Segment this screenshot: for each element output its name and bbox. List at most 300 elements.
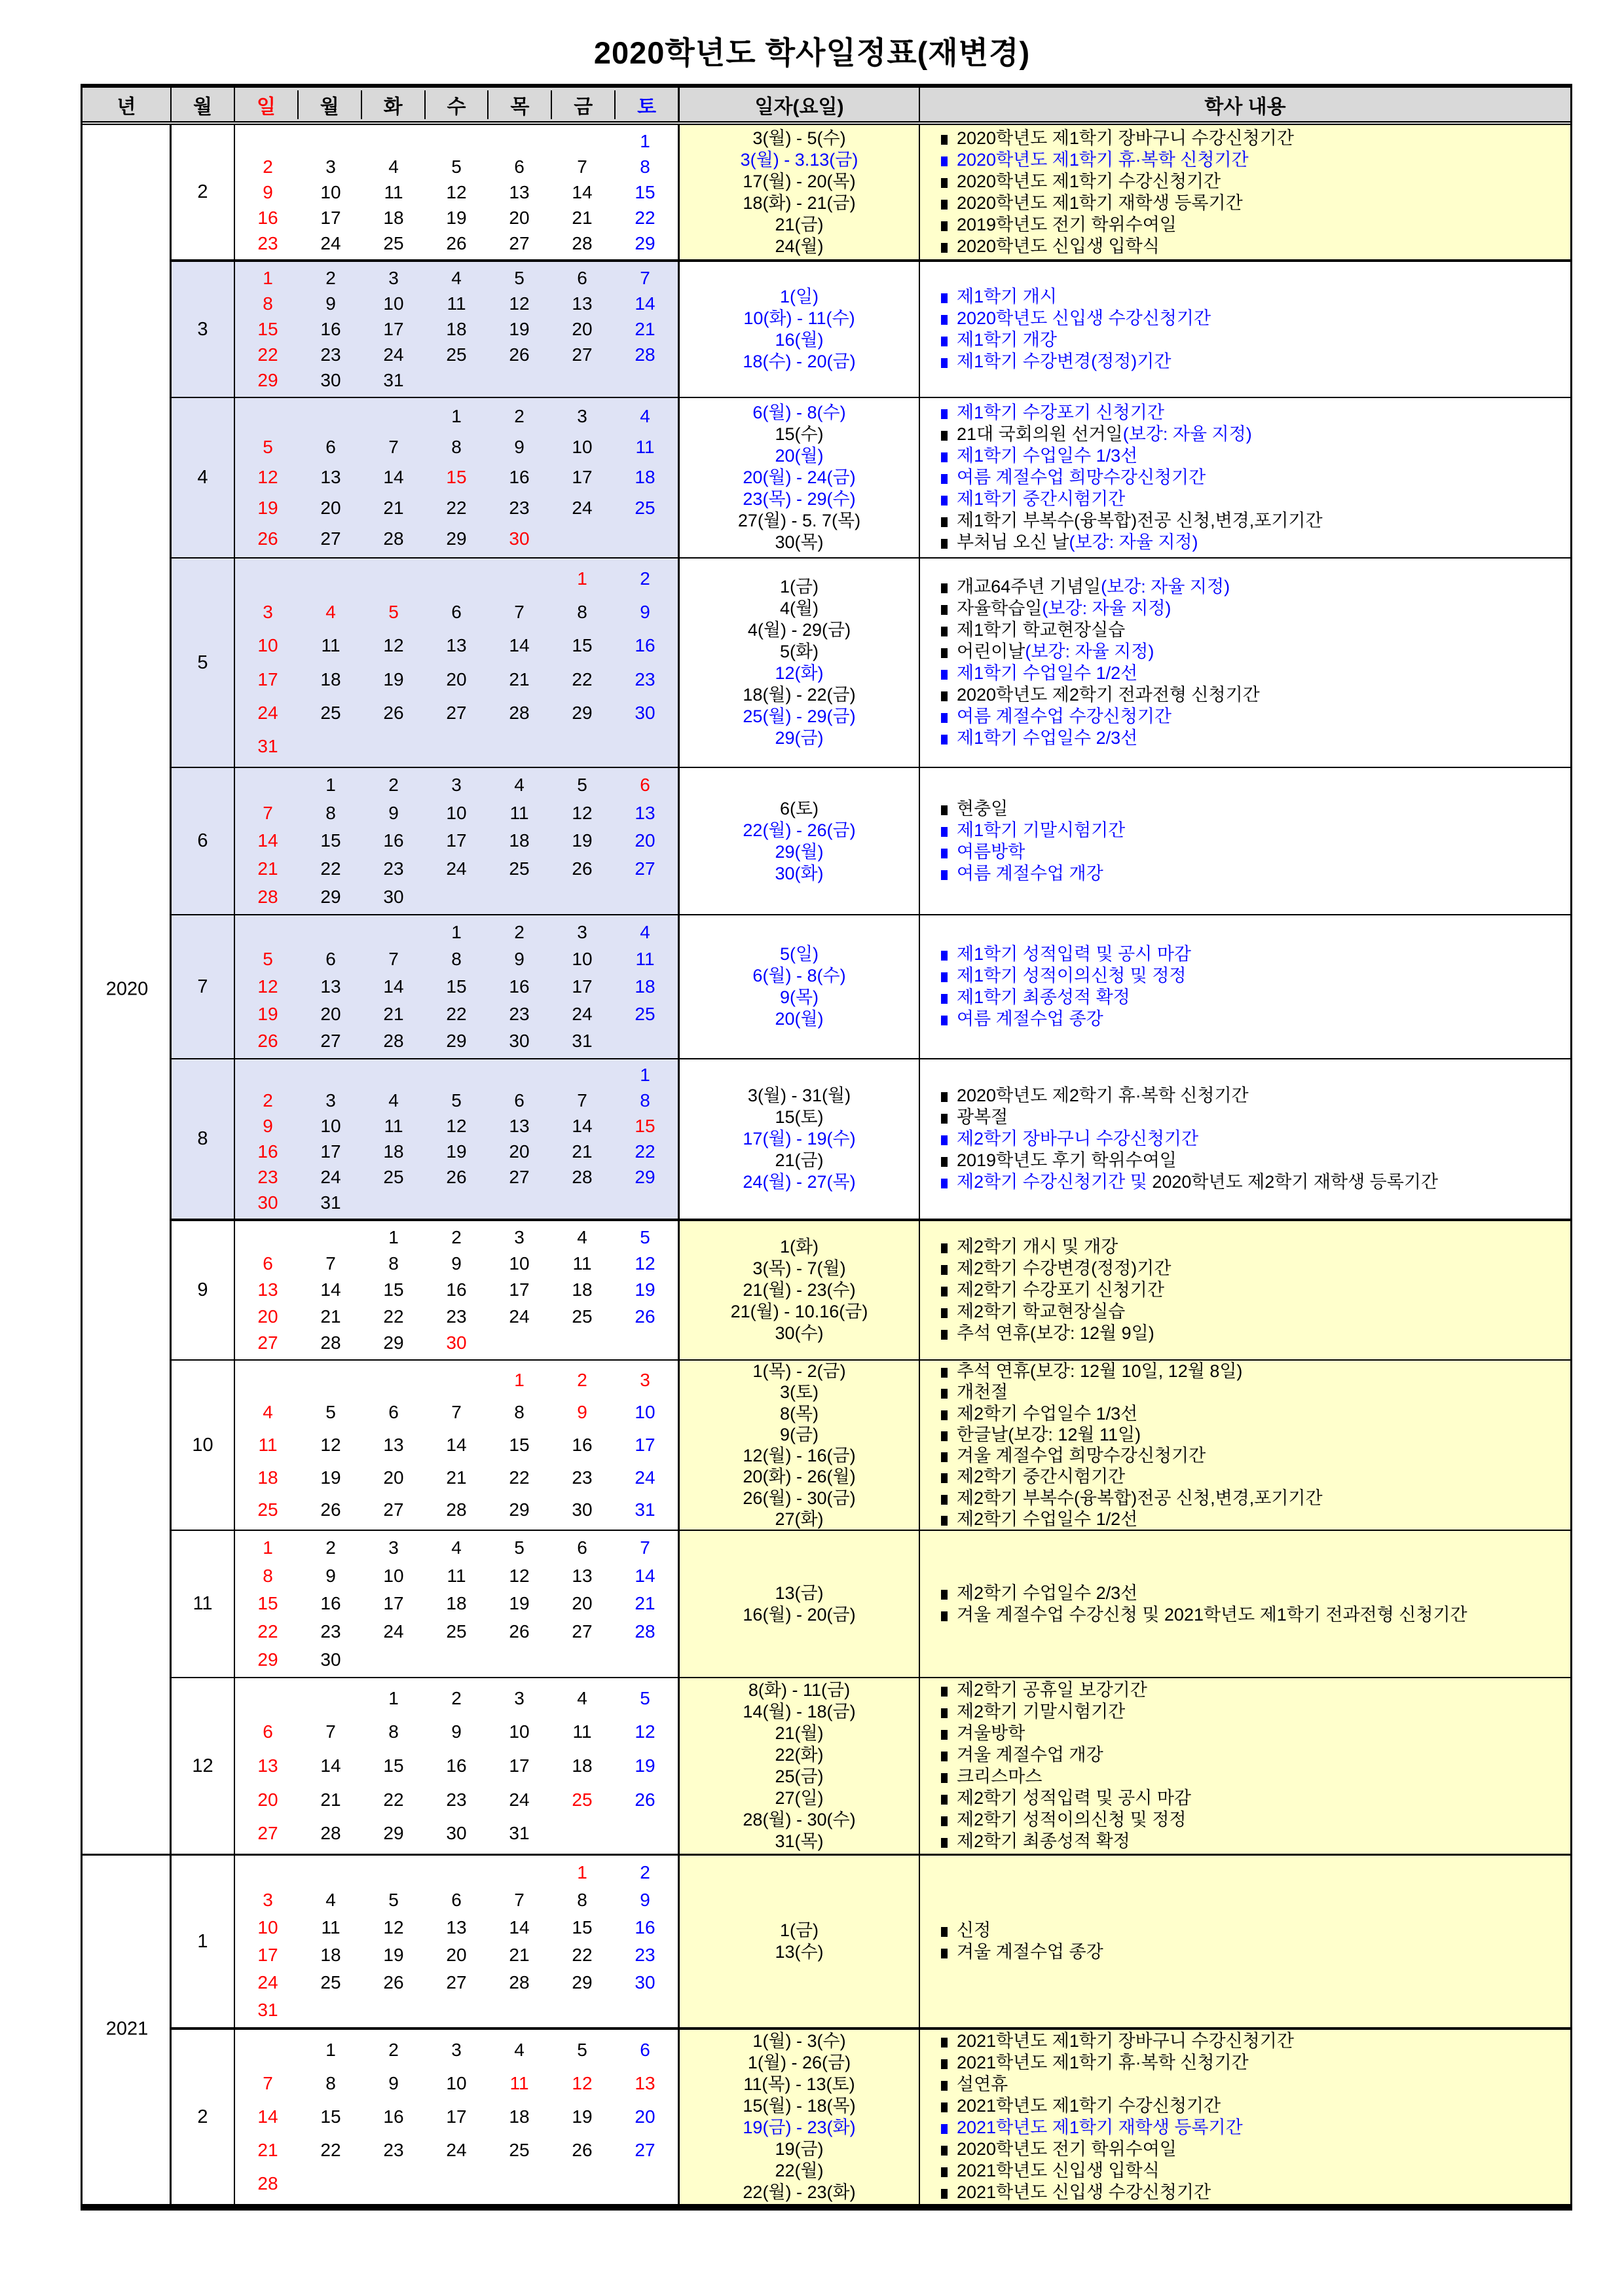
date-range: 25(금)	[775, 1767, 824, 1786]
calendar-day: 3	[325, 1090, 336, 1111]
calendar-day-empty	[488, 1645, 551, 1674]
schedule-item	[941, 128, 1294, 149]
calendar-day: 14	[635, 1565, 655, 1586]
calendar-day-empty	[614, 2167, 676, 2201]
month-label: 6	[172, 767, 235, 914]
month-rows	[83, 125, 1570, 2204]
calendar-day: 5	[388, 1890, 399, 1910]
schedule-item	[941, 965, 1187, 987]
calendar-day: 15	[446, 976, 467, 997]
calendar-day: 4	[325, 601, 336, 622]
calendar-day: 5	[514, 1537, 525, 1558]
calendar-day: 18	[635, 467, 655, 488]
header-weekday-토: 토	[637, 96, 657, 118]
date-range: 1(월) - 3(수)	[752, 2031, 846, 2051]
year-column-cell	[83, 1677, 172, 1854]
bullet-icon	[941, 135, 948, 145]
calendar-day: 26	[257, 1031, 278, 1052]
schedule-item-text: 제1학기 성적이의신청 및 정정	[957, 966, 1187, 985]
calendar-day: 19	[446, 207, 467, 228]
date-range: 29(금)	[775, 728, 824, 748]
schedule-item	[941, 1403, 1137, 1424]
calendar-day: 11	[635, 436, 655, 457]
calendar-day: 27	[635, 858, 655, 879]
calendar-day: 25	[383, 232, 404, 253]
calendar-day: 4	[514, 2039, 525, 2060]
date-range: 15(수)	[775, 424, 824, 444]
calendar-day-empty	[488, 730, 551, 763]
schedule-item	[941, 727, 1137, 749]
calendar-day: 21	[320, 1306, 341, 1327]
calendar-day: 8	[514, 1402, 525, 1423]
calendar-day: 29	[635, 1166, 655, 1187]
calendar-day-empty	[614, 523, 676, 554]
calendar-day: 16	[257, 207, 278, 228]
calendar-day-empty	[236, 771, 299, 799]
calendar-day: 27	[320, 528, 341, 549]
date-range: 1(월) - 26(금)	[747, 2053, 851, 2072]
bullet-icon	[941, 452, 948, 462]
calendar-day: 20	[257, 1306, 278, 1327]
schedule-item-text: 여름 계절수업 수강신청기간	[957, 707, 1172, 726]
calendar-day: 22	[509, 1467, 530, 1488]
bullet-icon	[941, 1135, 948, 1145]
calendar-day: 24	[446, 858, 467, 879]
calendar-day: 15	[446, 467, 467, 488]
schedule-item	[941, 1258, 1171, 1279]
schedule-item-text: 겨울 계절수업 개강	[957, 1745, 1103, 1765]
calendar-day: 16	[572, 1434, 593, 1455]
date-list	[680, 125, 920, 259]
calendar-day: 5	[514, 267, 525, 288]
calendar-day: 30	[635, 1972, 655, 1992]
calendar-day: 17	[572, 976, 593, 997]
calendar-day: 12	[635, 1253, 655, 1274]
calendar-day: 23	[446, 1306, 467, 1327]
bullet-icon	[941, 1265, 948, 1275]
calendar-day: 23	[509, 1003, 530, 1024]
calendar-day: 16	[320, 318, 341, 339]
content-list	[920, 767, 1570, 914]
calendar-day: 20	[509, 207, 530, 228]
date-range: 21(월) - 23(수)	[743, 1280, 856, 1300]
calendar-day: 22	[446, 1003, 467, 1024]
calendar-day: 31	[635, 1499, 655, 1520]
calendar-day-empty	[425, 1996, 488, 2024]
calendar-day: 25	[635, 1003, 655, 1024]
date-range: 19(금)	[775, 2139, 824, 2159]
schedule-item-text: 제2학기 성적이의신청 및 정정	[957, 1810, 1187, 1829]
date-range: 22(월) - 23(화)	[743, 2182, 856, 2202]
calendar-day: 12	[509, 293, 530, 314]
date-range: 9(금)	[779, 1424, 819, 1444]
calendar-day: 27	[320, 1031, 341, 1052]
schedule-item-text: (보강: 자율 지정)	[1042, 598, 1172, 618]
date-list	[680, 1058, 920, 1219]
month-row-13	[83, 2027, 1570, 2204]
page-title: 2020학년도 학사일정표(재변경)	[593, 35, 1031, 70]
calendar-day: 10	[257, 635, 278, 656]
calendar-day: 16	[446, 1279, 467, 1300]
schedule-item	[941, 149, 1249, 171]
table-header	[83, 88, 1570, 125]
calendar-day-empty	[551, 1996, 614, 2024]
date-range: 24(월) - 27(목)	[743, 1172, 856, 1192]
calendar-day: 21	[257, 2140, 278, 2161]
calendar-day: 12	[446, 1116, 467, 1137]
content-list	[920, 1359, 1570, 1530]
calendar-day: 13	[509, 181, 530, 202]
month-calendar	[235, 259, 680, 397]
calendar-day: 12	[509, 1565, 530, 1586]
calendar-day: 25	[509, 858, 530, 879]
calendar-day: 5	[640, 1227, 650, 1248]
calendar-day: 29	[572, 702, 593, 723]
calendar-day: 14	[572, 181, 593, 202]
bullet-icon	[941, 358, 948, 368]
calendar-day: 1	[451, 921, 462, 942]
schedule-item	[941, 1008, 1103, 1030]
schedule-item	[941, 1445, 1206, 1466]
header-weekday-금: 금	[552, 90, 616, 119]
schedule-item	[941, 510, 1323, 532]
calendar-day: 17	[257, 669, 278, 689]
schedule-item-text: 추석 연휴(보강: 12월 10일, 12월 8일)	[957, 1361, 1243, 1381]
calendar-day: 27	[446, 1972, 467, 1992]
schedule-item	[941, 1788, 1191, 1809]
schedule-item-text: 겨울 계절수업 종강	[957, 1942, 1103, 1962]
schedule-item	[941, 1301, 1125, 1323]
calendar-day: 3	[451, 775, 462, 796]
calendar-day: 21	[320, 1789, 341, 1810]
year-column-cell	[83, 1530, 172, 1677]
schedule-item	[941, 798, 1008, 820]
calendar-day: 14	[509, 635, 530, 656]
calendar-day: 7	[451, 1402, 462, 1423]
calendar-day: 30	[572, 1499, 593, 1520]
calendar-day-empty	[362, 562, 425, 595]
calendar-day: 14	[446, 1434, 467, 1455]
calendar-day: 12	[257, 467, 278, 488]
calendar-day: 18	[572, 1279, 593, 1300]
calendar-day-empty	[362, 2167, 425, 2201]
calendar-day: 20	[635, 2106, 655, 2127]
date-range: 17(월) - 20(목)	[743, 171, 856, 191]
calendar-day: 18	[320, 669, 341, 689]
calendar-day: 25	[572, 1789, 593, 1810]
calendar-day: 4	[451, 1537, 462, 1558]
year-column-cell	[83, 557, 172, 767]
calendar-day: 22	[320, 858, 341, 879]
calendar-day: 5	[577, 775, 587, 796]
calendar-day: 22	[383, 1789, 404, 1810]
calendar-day: 1	[640, 130, 650, 151]
calendar-day: 5	[577, 2039, 587, 2060]
bullet-icon	[941, 1016, 948, 1025]
calendar-day: 24	[257, 702, 278, 723]
date-list	[680, 259, 920, 397]
date-range: 18(수) - 20(금)	[743, 352, 856, 371]
calendar-day: 23	[383, 2140, 404, 2161]
schedule-item	[941, 987, 1130, 1008]
bullet-icon	[941, 1431, 948, 1441]
schedule-item	[941, 308, 1211, 329]
calendar-day: 26	[572, 2140, 593, 2161]
calendar-day: 1	[388, 1227, 399, 1248]
schedule-item-text: 2019학년도 후기 학위수여일	[957, 1150, 1177, 1170]
calendar-day-empty	[551, 368, 614, 394]
calendar-day: 6	[514, 156, 525, 177]
bullet-icon	[941, 496, 948, 505]
calendar-day: 30	[509, 1031, 530, 1052]
month-row-10	[83, 1530, 1570, 1677]
bullet-icon	[941, 2038, 948, 2047]
calendar-day: 12	[383, 635, 404, 656]
calendar-day: 12	[257, 976, 278, 997]
calendar-day-empty	[551, 1190, 614, 1215]
bullet-icon	[941, 1157, 948, 1167]
schedule-item-text: 겨울 계절수업 수강신청 및 2021학년도 제1학기 전과전형 신청기간	[957, 1604, 1467, 1625]
calendar-day: 10	[257, 1917, 278, 1937]
schedule-item	[941, 1604, 1467, 1626]
bullet-icon	[941, 1330, 948, 1340]
calendar-day: 20	[572, 1593, 593, 1614]
month-label: 12	[172, 1677, 235, 1854]
calendar-day: 4	[388, 156, 399, 177]
month-label: 4	[172, 397, 235, 557]
calendar-day: 29	[446, 528, 467, 549]
bullet-icon	[941, 517, 948, 527]
bullet-icon	[941, 849, 948, 858]
calendar-day: 27	[446, 702, 467, 723]
calendar-day-empty	[488, 883, 551, 911]
date-range: 15(월) - 18(목)	[743, 2096, 856, 2116]
calendar-day: 26	[446, 232, 467, 253]
calendar-day: 5	[640, 1687, 650, 1708]
calendar-day: 29	[257, 1649, 278, 1670]
calendar-day: 2	[388, 2039, 399, 2060]
calendar-day: 30	[446, 1823, 467, 1844]
month-row-4	[83, 557, 1570, 767]
calendar-day: 1	[325, 775, 336, 796]
date-range: 1(화)	[779, 1237, 819, 1257]
content-list	[920, 914, 1570, 1058]
schedule-item	[941, 1323, 1154, 1344]
schedule-item	[941, 841, 1025, 863]
calendar-day: 10	[446, 802, 467, 823]
calendar-day: 8	[451, 949, 462, 970]
calendar-day: 29	[509, 1499, 530, 1520]
schedule-item-text: 2020학년도 제2학기 전과전형 신청기간	[957, 685, 1260, 705]
calendar-day-empty	[236, 1364, 299, 1397]
calendar-day-empty	[551, 1645, 614, 1674]
calendar-day: 10	[572, 436, 593, 457]
date-range: 22(화)	[775, 1745, 824, 1765]
schedule-item-text: 제1학기 개시	[957, 287, 1057, 306]
calendar-day: 12	[446, 181, 467, 202]
bullet-icon	[941, 1752, 948, 1761]
schedule-item-text: (보강: 자율 지정)	[1025, 642, 1154, 661]
calendar-day: 6	[451, 1890, 462, 1910]
calendar-day: 13	[572, 293, 593, 314]
calendar-day: 25	[509, 2140, 530, 2161]
calendar-day-empty	[299, 1859, 362, 1886]
date-range: 20(월)	[775, 1009, 824, 1029]
schedule-item	[941, 1466, 1125, 1487]
bullet-icon	[941, 1927, 948, 1937]
bullet-icon	[941, 827, 948, 837]
calendar-day: 13	[320, 976, 341, 997]
schedule-item-text: 여름방학	[957, 841, 1025, 862]
calendar-day: 4	[577, 1687, 587, 1708]
calendar-day: 10	[446, 2072, 467, 2093]
schedule-item-text: 겨울 계절수업 희망수강신청기간	[957, 1446, 1206, 1465]
calendar-day: 3	[514, 1227, 525, 1248]
calendar-day: 11	[509, 802, 529, 823]
calendar-day-empty	[425, 1063, 488, 1088]
calendar-day: 15	[572, 1917, 593, 1937]
schedule-item-text: 광복절	[957, 1107, 1008, 1127]
calendar-day: 15	[509, 1434, 530, 1455]
calendar-day: 21	[383, 498, 404, 519]
calendar-day: 20	[320, 498, 341, 519]
content-list	[920, 1058, 1570, 1219]
calendar-day: 11	[509, 2072, 529, 2093]
calendar-day: 7	[263, 802, 273, 823]
bullet-icon	[941, 605, 948, 615]
schedule-item	[941, 286, 1057, 308]
calendar-day: 9	[514, 436, 525, 457]
schedule-item-text: 제2학기 학교현장실습	[957, 1302, 1126, 1321]
calendar-day: 20	[446, 1945, 467, 1965]
calendar-day-empty	[551, 523, 614, 554]
month-row-7	[83, 1058, 1570, 1219]
calendar-day: 19	[509, 1593, 530, 1614]
header-weekday-월: 월	[299, 90, 362, 119]
calendar-day: 6	[388, 1402, 399, 1423]
calendar-day: 20	[383, 1467, 404, 1488]
date-range: 13(수)	[775, 1942, 824, 1962]
calendar-day: 25	[320, 702, 341, 723]
bullet-icon	[941, 2081, 948, 2091]
calendar-day: 4	[640, 921, 650, 942]
content-list	[920, 1854, 1570, 2027]
calendar-day-empty	[551, 883, 614, 911]
date-range: 13(금)	[775, 1583, 824, 1603]
calendar-day: 8	[263, 293, 273, 314]
calendar-day: 25	[383, 1166, 404, 1187]
date-range: 30(수)	[775, 1323, 824, 1343]
calendar-day: 19	[572, 830, 593, 851]
calendar-day: 11	[258, 1434, 278, 1455]
calendar-day-empty	[425, 368, 488, 394]
date-range: 28(월) - 30(수)	[743, 1810, 856, 1829]
bullet-icon	[941, 583, 948, 593]
schedule-item	[941, 1128, 1198, 1150]
schedule-item-text: 개천절	[957, 1382, 1008, 1403]
date-range: 15(토)	[775, 1107, 824, 1127]
calendar-day: 26	[446, 1166, 467, 1187]
calendar-day: 9	[451, 1253, 462, 1274]
schedule-item-text: 제2학기 수강변경(정정)기간	[957, 1258, 1172, 1278]
month-row-12	[83, 1854, 1570, 2027]
calendar-day: 31	[320, 1192, 341, 1213]
content-list	[920, 2027, 1570, 2204]
schedule-item	[941, 1085, 1249, 1107]
schedule-item	[941, 1236, 1118, 1258]
date-range: 3(월) - 5(수)	[752, 128, 846, 148]
calendar-day: 24	[509, 1789, 530, 1810]
calendar-day: 15	[320, 830, 341, 851]
date-range: 17(월) - 19(수)	[743, 1129, 856, 1148]
calendar-day: 13	[572, 1565, 593, 1586]
calendar-day: 30	[257, 1192, 278, 1213]
schedule-item-text: 제1학기 성적입력 및 공시 마감	[957, 944, 1192, 964]
schedule-item	[941, 863, 1103, 885]
calendar-day-empty	[614, 1027, 676, 1055]
calendar-day: 2	[388, 775, 399, 796]
date-range: 11(목) - 13(토)	[743, 2074, 855, 2094]
year-column-cell	[83, 1854, 172, 2027]
month-label: 2	[172, 125, 235, 259]
schedule-item	[941, 193, 1243, 214]
calendar-day: 14	[635, 293, 655, 314]
calendar-day: 9	[640, 601, 650, 622]
calendar-day: 22	[572, 1945, 593, 1965]
calendar-day: 2	[263, 1090, 273, 1111]
calendar-day: 6	[263, 1253, 273, 1274]
calendar-day: 25	[572, 1306, 593, 1327]
calendar-day: 16	[257, 1141, 278, 1162]
calendar-day: 20	[446, 669, 467, 689]
calendar-day: 3	[263, 601, 273, 622]
date-list	[680, 2027, 920, 2204]
calendar-day: 8	[640, 1090, 650, 1111]
calendar-day: 31	[257, 2000, 278, 2020]
calendar-day: 10	[320, 1116, 341, 1137]
calendar-day: 7	[388, 949, 399, 970]
schedule-item-text: 부처님 오신 날	[957, 532, 1069, 552]
calendar-day: 3	[640, 1369, 650, 1390]
bullet-icon	[941, 1687, 948, 1697]
schedule-item-text: 제1학기 개강	[957, 330, 1057, 350]
schedule-item-text: 2020학년도 제1학기 재학생 등록기간	[957, 193, 1243, 213]
calendar-day-empty	[488, 1859, 551, 1886]
schedule-item	[941, 2095, 1221, 2117]
bullet-icon	[941, 1611, 948, 1621]
calendar-day: 17	[509, 1279, 530, 1300]
schedule-item	[941, 1509, 1137, 1530]
calendar-day-empty	[236, 919, 299, 946]
schedule-item	[941, 706, 1172, 727]
date-range: 3(목) - 7(월)	[752, 1258, 846, 1278]
calendar-day: 16	[509, 467, 530, 488]
date-range: 27(화)	[775, 1509, 824, 1529]
calendar-day: 17	[383, 1593, 404, 1614]
date-range: 21(금)	[775, 1150, 824, 1170]
calendar-day-empty	[614, 1816, 676, 1850]
calendar-day: 2	[325, 267, 336, 288]
calendar-day: 25	[446, 344, 467, 365]
bullet-icon	[941, 293, 948, 303]
month-calendar	[235, 1530, 680, 1677]
calendar-day: 19	[572, 2106, 593, 2127]
date-list	[680, 1530, 920, 1677]
calendar-day-empty	[236, 1224, 299, 1251]
calendar-day: 9	[451, 1721, 462, 1742]
calendar-day: 5	[451, 156, 462, 177]
calendar-day: 24	[257, 1972, 278, 1992]
